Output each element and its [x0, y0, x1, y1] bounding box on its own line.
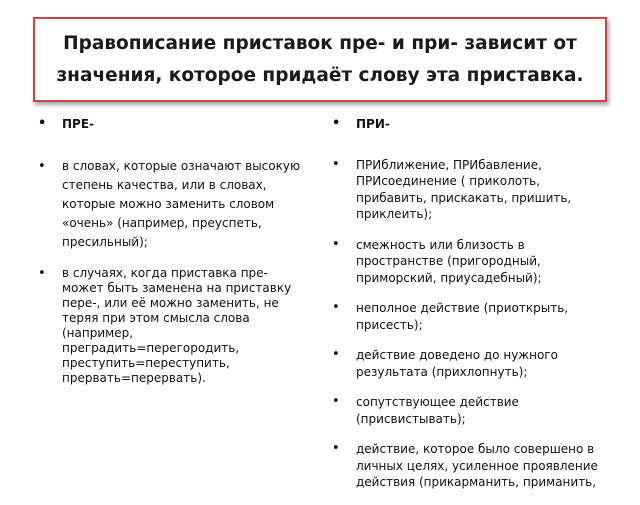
- pri-list: [330, 116, 610, 491]
- slide-title: Правописание приставок пре- и при- зависит от значения, которое придаёт слову эта приставка.: [56, 32, 584, 86]
- pri-rule-6: • действие, которое было совершено в личных целях, усиленное проявление действия (прикарманить, приманить,: [330, 441, 610, 491]
- pre-column: [36, 112, 304, 400]
- pri-rule-5: • сопутствующее действие (присвистывать);: [330, 394, 610, 427]
- pre-list: [36, 116, 304, 386]
- pri-rule-3: • неполное действие (приоткрыть, присесть);: [330, 300, 610, 333]
- pri-rule-1: • ПРИближение, ПРИбавление, ПРИсоединение ( приколоть, прибавить, прискакать, пришить, приклеить);: [330, 157, 610, 223]
- pre-rule-1: • в словах, которые означают высокую степень качества, или в словах, которые можно заменить словом «очень» (например, преуспеть, пресильный);: [36, 157, 304, 252]
- pre-heading: • ПРЕ-: [36, 116, 304, 133]
- pri-rule-2: • смежность или близость в пространстве (пригородный, приморский, приусадебный);: [330, 237, 610, 287]
- pri-column: [330, 112, 610, 505]
- pri-rule-4: • действие доведено до нужного результата (прихлопнуть);: [330, 347, 610, 380]
- title-box: [33, 17, 607, 102]
- pri-heading: • ПРИ-: [330, 116, 610, 133]
- pre-rule-2: • в случаях, когда приставка пре- может быть заменена на приставку пере-, или её можно заменить, не теряя при этом смысла слова (например, преградить=перегородить, преступить=переступить, прервать=перервать).: [36, 266, 304, 386]
